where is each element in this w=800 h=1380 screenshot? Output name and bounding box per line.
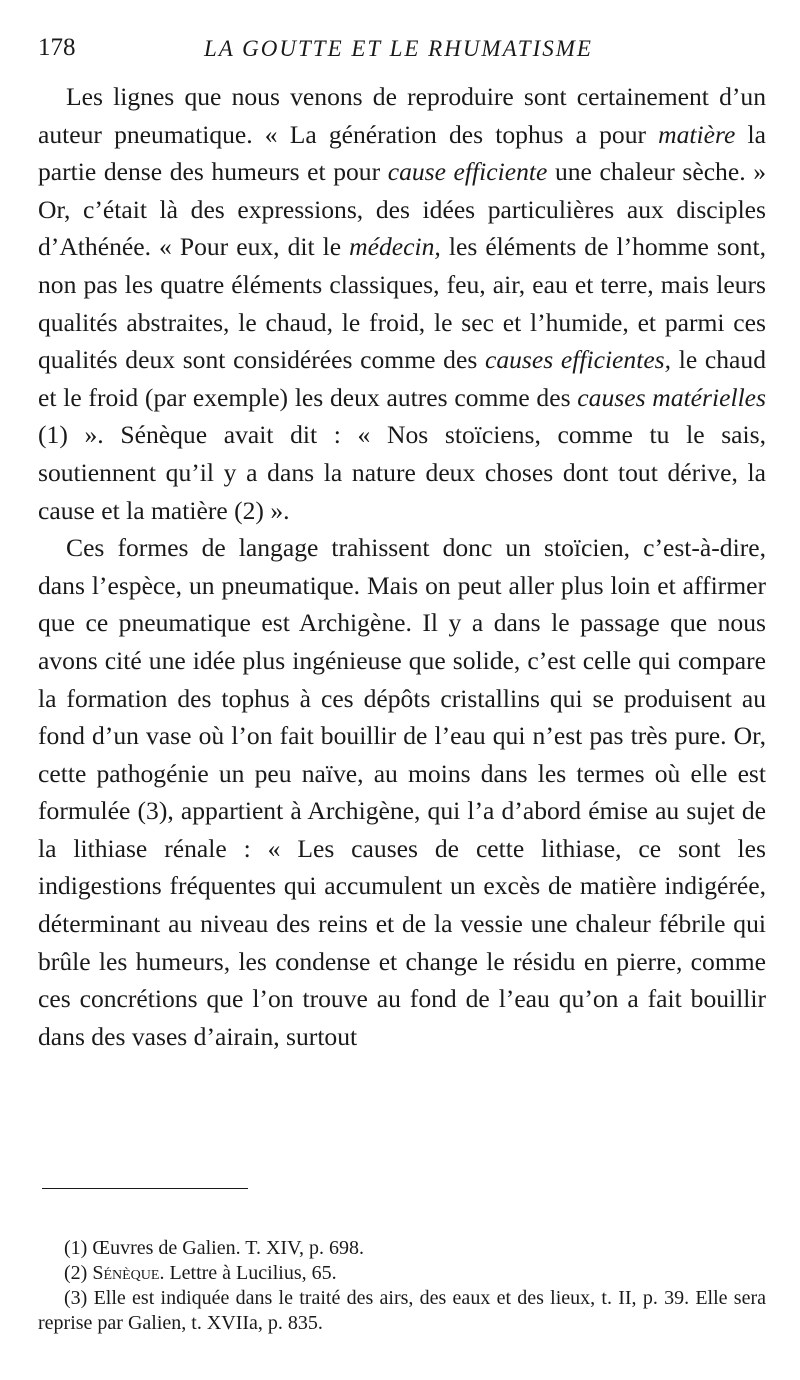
footnotes: [38, 1236, 766, 1336]
text-run: les éléments de l’homme sont, non pas les quatre éléments classiques, feu, air, eau et terre, mais leurs qualités abstraites, le chaud, le froid, le sec et l’humide, et parmi ces qualités deux sont considérées comme des: [38, 232, 766, 375]
footnote-rule: [42, 1188, 248, 1189]
main-text: [38, 78, 766, 1055]
text-run: Les lignes que nous venons de reproduire sont certainement d’un auteur pneumatique. « La génération des tophus a pour: [38, 82, 766, 149]
footnote-2: [38, 1261, 766, 1286]
italic-run: médecin,: [349, 232, 441, 262]
running-title: LA GOUTTE ET LE RHUMATISME: [204, 36, 593, 61]
text-run: (1) ». Sénèque avait dit : « Nos stoïciens, comme tu le sais, soutiennent qu’il y a dans la nature deux choses dont tout dérive, la cause et la matière (2) ».: [38, 420, 766, 525]
italic-run: causes matérielles: [577, 382, 766, 412]
page-number: 178: [38, 34, 76, 61]
italic-run: matière: [658, 119, 736, 149]
paragraph-2: Ces formes de langage trahissent donc un stoïcien, c’est-à-dire, dans l’espèce, un pneumatique. Mais on peut aller plus loin et affirmer que ce pneumatique est Archigène. Il y a dans le passage que nous avons cité une idée plus ingénieuse que solide, c’est celle qui compare la formation des tophus à ces dépôts cristallins qui se produisent au fond d’un vase où l’on fait bouillir de l’eau qui n’est pas très pure. Or, cette pathogénie un peu naïve, au moins dans les termes où elle est formulée (3), appartient à Archigène, qui l’a d’abord émise au sujet de la lithiase rénale : « Les causes de cette lithiase, ce sont les indigestions fréquentes qui accumulent un excès de matière indigérée, déterminant au niveau des reins et de la vessie une chaleur fébrile qui brûle les humeurs, les condense et change le résidu en pierre, comme ces concrétions que l’on trouve au fond de l’eau qu’on a fait bouillir dans des vases d’airain, surtout: [38, 533, 766, 1051]
paragraph-1: [38, 78, 766, 529]
footnote-1: (1) Œuvres de Galien. T. XIV, p. 698.: [64, 1237, 364, 1259]
italic-run: causes efficientes,: [484, 345, 672, 375]
footnote-author: Sénèque: [92, 1262, 160, 1284]
footnote-3: (3) Elle est indiquée dans le traité des airs, des eaux et des lieux, t. II, p. 39. Elle sera reprise par Galien, t. XVIIa, p. 835.: [38, 1287, 766, 1334]
text-run: le chaud et le froid (par exemple) les deux autres comme des: [38, 345, 766, 412]
page-header: [38, 34, 764, 66]
footnote-text: . Lettre à Lucilius, 65.: [159, 1262, 337, 1284]
text-run: la partie dense des humeurs et pour: [38, 119, 766, 187]
italic-run: cause efficiente: [387, 157, 548, 187]
footnote-number: (2): [64, 1262, 93, 1284]
text-run: une chaleur sèche. » Or, c’était là des expressions, des idées particulières aux disciples d’Athénée. « Pour eux, dit le: [38, 157, 766, 262]
